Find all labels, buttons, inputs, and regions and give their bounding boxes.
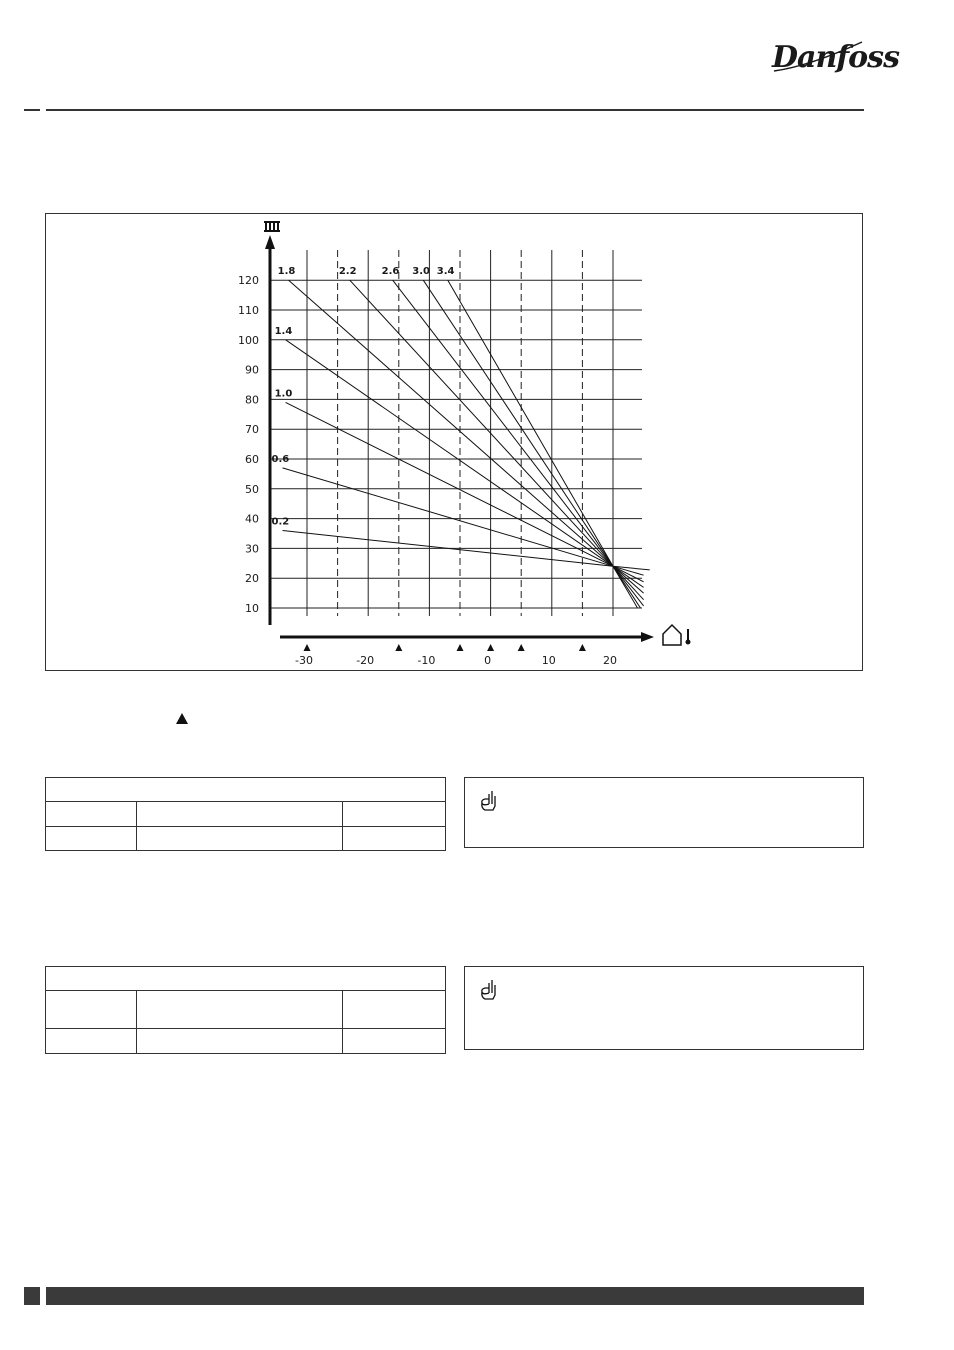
table-header: [46, 967, 446, 991]
table-row: [46, 991, 446, 1029]
x-axis-marker: [304, 644, 311, 651]
x-axis-marker: [518, 644, 525, 651]
curve-line: [393, 280, 644, 606]
chart-grid: [270, 250, 642, 616]
y-tick-label: 10: [245, 602, 259, 615]
x-axis-arrow: [641, 632, 654, 642]
curve-line: [423, 280, 640, 608]
triangle-marker-icon: [176, 713, 188, 724]
table-row: [46, 1029, 446, 1054]
y-tick-label: 40: [245, 512, 259, 526]
note-box-2: [464, 966, 864, 1050]
curve-label: 3.0: [412, 266, 430, 278]
curve-label: 3.4: [436, 266, 455, 278]
table-header: [46, 778, 446, 802]
pointing-hand-icon: [479, 979, 497, 1001]
y-tick-label: 70: [245, 423, 259, 437]
curve-line: [283, 468, 644, 575]
y-axis-arrow: [265, 235, 275, 249]
y-tick-label: 110: [238, 304, 259, 317]
header-rule: [46, 109, 864, 111]
curve-label: 1.8: [277, 266, 296, 278]
header-rule-left: [24, 109, 40, 111]
y-tick-label: 90: [245, 363, 259, 377]
heating-curve-chart: [45, 213, 863, 671]
pointing-hand-icon: [479, 790, 497, 812]
logo-wordmark: Danfoss: [772, 40, 899, 75]
note-box-1: [464, 777, 864, 848]
table-row: [46, 802, 446, 827]
danfoss-logo: [770, 38, 899, 76]
parameter-table-1: [45, 777, 446, 851]
curve-label: 1.4: [274, 325, 293, 337]
curve-label: 2.6: [381, 266, 400, 278]
x-tick-label: 20: [603, 654, 617, 667]
y-tick-label: 100: [238, 333, 259, 347]
table-row: [46, 827, 446, 851]
x-axis-marker: [487, 644, 494, 651]
x-axis-marker: [457, 644, 464, 651]
curve-label: 0.2: [271, 516, 290, 528]
y-tick-label: 20: [245, 572, 259, 586]
radiator-icon: [264, 221, 280, 232]
curve-label: 2.2: [338, 266, 357, 278]
y-tick-label: 120: [238, 274, 259, 288]
curve-line: [350, 280, 644, 600]
curve-label: 0.6: [271, 453, 290, 465]
footer-bar: [46, 1287, 864, 1305]
footer-square: [24, 1287, 40, 1305]
y-tick-label: 30: [245, 542, 259, 556]
x-axis-marker: [579, 644, 586, 651]
parameter-table-2: [45, 966, 446, 1054]
curve-label: 1.0: [274, 388, 293, 400]
y-tick-label: 50: [245, 482, 259, 496]
x-tick-label: 10: [541, 654, 556, 667]
x-tick-label: -10: [417, 654, 436, 667]
x-axis-marker: [395, 644, 402, 651]
x-tick-label: 0: [484, 654, 492, 667]
house-thermometer-icon: [663, 625, 691, 645]
curve-line: [289, 280, 644, 593]
x-tick-label: -20: [356, 654, 375, 667]
y-tick-label: 60: [245, 453, 259, 466]
chart-labels: [238, 266, 617, 667]
x-tick-label: -30: [295, 654, 313, 667]
y-tick-label: 80: [245, 393, 259, 407]
